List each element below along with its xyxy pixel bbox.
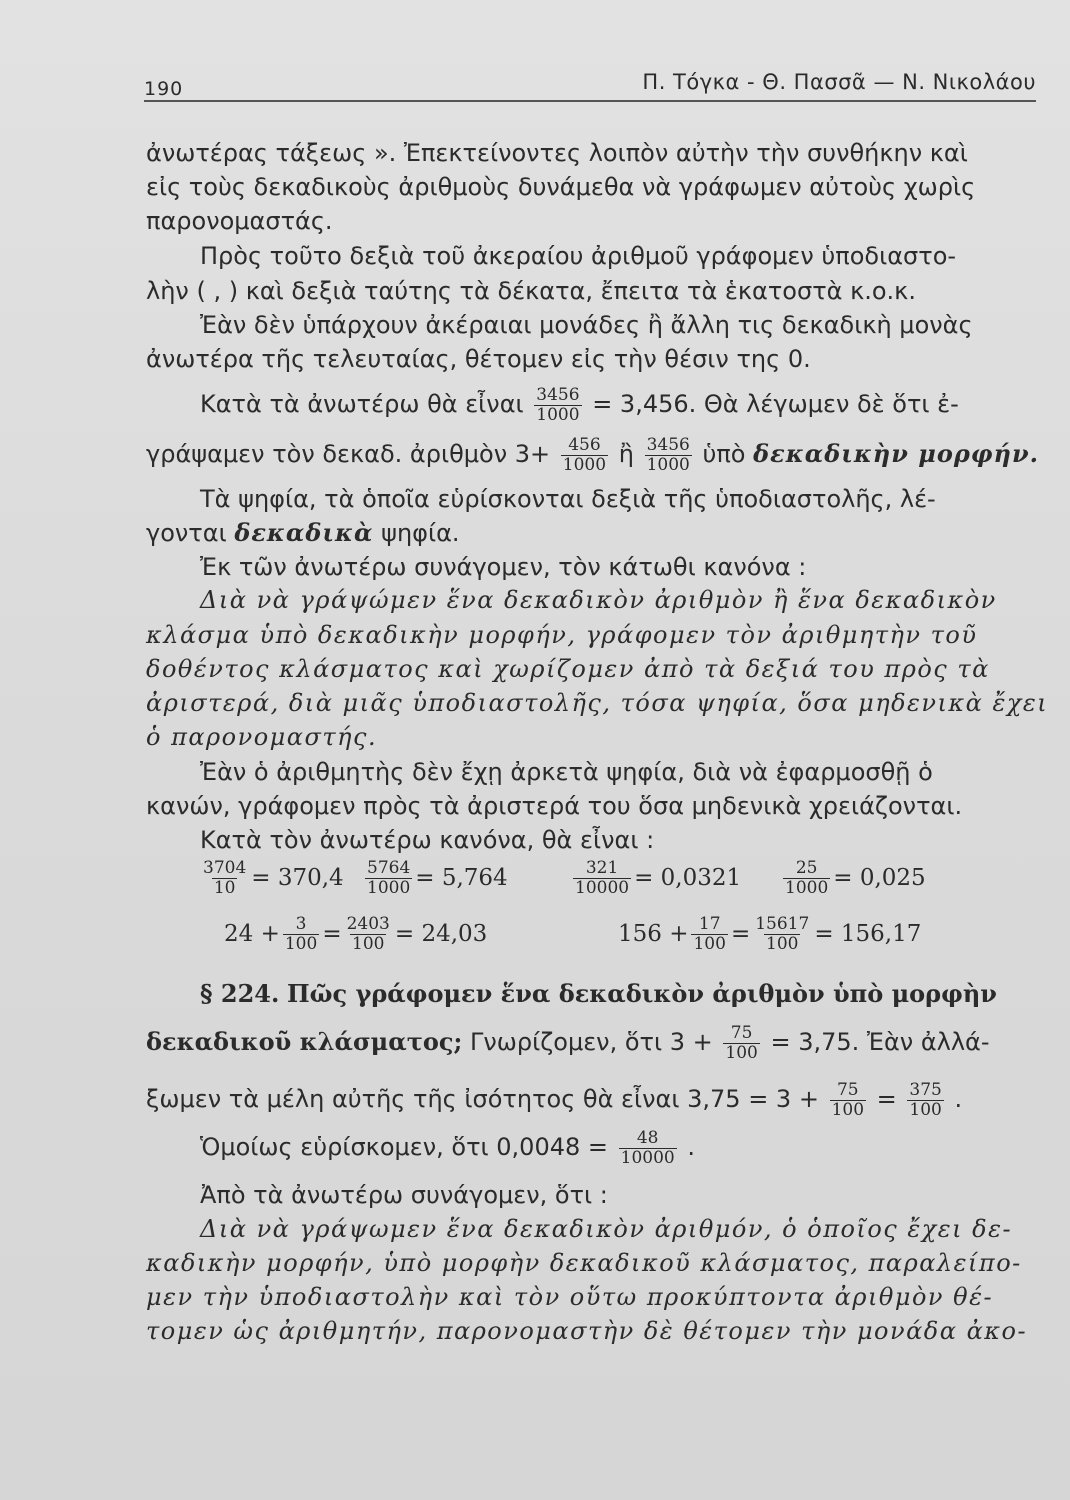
- running-head: Π. Τόγκα - Θ. Πασσᾶ — Ν. Νικολάου: [642, 70, 1036, 94]
- text-line: Πρὸς τοῦτο δεξιὰ τοῦ ἀκεραίου ἀριθμοῦ γράφομεν ὑποδιαστο-: [200, 242, 957, 270]
- fraction: [830, 1081, 866, 1120]
- numerator: 3456: [536, 384, 580, 405]
- result: = 156,17: [814, 921, 922, 947]
- text-line: Κατὰ τὸν ἀνωτέρω κανόνα, θὰ εἶναι :: [200, 826, 655, 854]
- denominator: 100: [284, 933, 318, 954]
- fraction: [907, 1081, 943, 1120]
- period: .: [954, 1085, 963, 1113]
- denominator: 1000: [785, 877, 829, 898]
- text-run: Κατὰ τὰ ἀνωτέρω θὰ εἶναι: [200, 390, 524, 418]
- denominator: 100: [693, 933, 726, 954]
- fraction: [645, 436, 692, 475]
- rule-line: δοθέντος κλάσματος καὶ χωρίζομεν ἀπὸ τὰ δεξιά του πρὸς τὰ: [146, 655, 990, 683]
- text-line: παρονομαστάς.: [146, 207, 333, 235]
- denominator: 10000: [575, 877, 630, 898]
- section-title: Πῶς γράφομεν ἕνα δεκαδικὸν ἀριθμὸν ὑπὸ μορφὴν: [287, 979, 997, 1008]
- text-run: γράψαμεν τὸν δεκαδ. ἀριθμὸν 3+: [146, 440, 551, 468]
- fraction: [783, 859, 830, 898]
- numerator: 3456: [646, 434, 690, 455]
- text-line: ἀνωτέρα τῆς τελευταίας, θέτομεν εἰς τὴν θέσιν της 0.: [146, 345, 811, 373]
- text-run: 24 +: [224, 921, 280, 947]
- rule-line: ὁ παρονομαστής.: [146, 723, 378, 751]
- denominator: 100: [831, 1099, 865, 1120]
- numerator: 75: [836, 1079, 859, 1100]
- numerator: 15617: [755, 913, 810, 934]
- numerator: 25: [795, 857, 818, 878]
- text-run: Ὁμοίως εὑρίσκομεν, ὅτι 0,0048 =: [200, 1133, 608, 1161]
- text-line: Ἐὰν ὁ ἀριθμητὴς δὲν ἔχῃ ἀρκετὰ ψηφία, διὰ νὰ ἐφαρμοσθῇ ὁ: [200, 758, 933, 786]
- denominator: 1000: [367, 877, 411, 898]
- text-run: γονται: [146, 519, 227, 547]
- numerator: 3: [295, 913, 307, 934]
- rule-line: Διὰ νὰ γράψωμεν ἕνα δεκαδικὸν ἀριθμόν, ὁ ὁποῖος ἔχει δε-: [200, 1215, 1013, 1243]
- text-line: Ἐὰν δὲν ὑπάρχουν ἀκέραιαι μονάδες ἢ ἄλλη τις δεκαδικὴ μονὰς: [200, 311, 973, 339]
- numerator: 5764: [367, 857, 411, 878]
- denominator: 100: [766, 933, 799, 954]
- text-line: εἰς τοὺς δεκαδικοὺς ἀριθμοὺς δυνάμεθα νὰ γράφωμεν αὐτοὺς χωρὶς: [146, 173, 976, 201]
- numerator: 3704: [203, 857, 247, 878]
- section-number: § 224.: [200, 979, 280, 1008]
- fraction: [753, 915, 811, 954]
- denominator: 1000: [646, 454, 690, 475]
- text-run: = 3,75. Ἐὰν ἀλλά-: [770, 1028, 990, 1056]
- numerator: 48: [636, 1127, 659, 1148]
- text-run: = 3,456. Θὰ λέγωμεν δὲ ὅτι ἐ-: [592, 390, 959, 418]
- fraction: [345, 915, 392, 954]
- denominator: 100: [909, 1099, 942, 1120]
- emphasis-text: δεκαδικὴν μορφήν.: [753, 439, 1039, 468]
- text-line: [146, 518, 1036, 548]
- fraction: [619, 1129, 677, 1168]
- numerator: 456: [568, 434, 601, 455]
- denominator: 1000: [536, 404, 580, 425]
- fraction: [573, 859, 631, 898]
- header-rule: [144, 100, 1036, 102]
- text-run: ψηφία.: [381, 519, 460, 547]
- text-line-with-fraction: [146, 432, 1039, 476]
- denominator: 1000: [562, 454, 607, 475]
- text-run: ξωμεν τὰ μέλη αὐτῆς τῆς ἰσότητος θὰ εἶναι 3,75 = 3 +: [146, 1085, 819, 1113]
- text-line: Ἐκ τῶν ἀνωτέρω συνάγομεν, τὸν κάτωθι κανόνα :: [200, 553, 807, 581]
- denominator: 100: [725, 1042, 758, 1063]
- result: = 0,025: [833, 865, 926, 891]
- numerator: 75: [730, 1022, 753, 1043]
- denominator: 100: [352, 933, 385, 954]
- example: [570, 853, 741, 903]
- text-line-with-fraction: [146, 1077, 1036, 1121]
- example: [780, 853, 926, 903]
- text-line-with-fraction: [200, 1125, 1036, 1169]
- numerator: 2403: [346, 913, 390, 934]
- result: = 370,4: [251, 865, 344, 891]
- text-run: ὑπὸ: [702, 440, 746, 468]
- text-line-with-fraction: [200, 382, 1036, 426]
- example: [198, 853, 344, 903]
- text-line: κανών, γράφομεν πρὸς τὰ ἀριστερά του ὅσα μηδενικὰ χρειάζονται.: [146, 792, 963, 820]
- rule-line: ἀριστερά, διὰ μιᾶς ὑποδιαστολῆς, τόσα ψηφία, ὅσα μηδενικὰ ἔχει: [146, 689, 1049, 717]
- text-line: ἀνωτέρας τάξεως ». Ἐπεκτείνοντες λοιπὸν αὐτὴν τὴν συνθήκην καὶ: [146, 139, 968, 167]
- rule-line: τομεν ὡς ἀριθμητήν, παρονομαστὴν δὲ θέτομεν τὴν μονάδα ἀκο-: [146, 1317, 1028, 1345]
- result: = 0,0321: [634, 865, 742, 891]
- fraction: [201, 859, 248, 898]
- text-run: ἢ: [618, 440, 634, 468]
- fraction: [561, 436, 608, 475]
- denominator: 10: [213, 877, 236, 898]
- fraction: [534, 386, 581, 425]
- page-header: [144, 70, 1036, 100]
- example: [362, 853, 508, 903]
- equals-sign: =: [322, 921, 342, 947]
- text-run: Γνωρίζομεν, ὅτι 3 +: [469, 1028, 713, 1056]
- section-title-cont: δεκαδικοῦ κλάσματος;: [146, 1027, 463, 1056]
- page-number: 190: [144, 78, 184, 100]
- numerator: 321: [585, 857, 619, 878]
- rule-line: μεν τὴν ὑποδιαστολὴν καὶ τὸν οὕτω προκύπτοντα ἀριθμὸν θέ-: [146, 1283, 994, 1311]
- example: [618, 909, 921, 959]
- emphasis-text: δεκαδικὰ: [234, 518, 374, 547]
- section-heading: [200, 979, 1036, 1009]
- fraction: [723, 1024, 759, 1063]
- text-line: λὴν ( , ) καὶ δεξιὰ ταύτης τὰ δέκατα, ἔπειτα τὰ ἑκατοστὰ κ.ο.κ.: [146, 277, 916, 305]
- result: = 24,03: [394, 921, 488, 947]
- text-line: Τὰ ψηφία, τὰ ὁποῖα εὑρίσκονται δεξιὰ τῆς ὑποδιαστολῆς, λέ-: [200, 485, 936, 513]
- result: = 5,764: [415, 865, 508, 891]
- equals-sign: =: [730, 921, 751, 947]
- text-line-with-fraction: [146, 1020, 1036, 1064]
- rule-line: καδικὴν μορφήν, ὑπὸ μορφὴν δεκαδικοῦ κλάσματος, παραλείπο-: [146, 1249, 1022, 1277]
- equals-sign: =: [876, 1085, 897, 1113]
- fraction: [691, 915, 727, 954]
- fraction: [365, 859, 412, 898]
- rule-line: Διὰ νὰ γράψώμεν ἕνα δεκαδικὸν ἀριθμὸν ἢ ἕνα δεκαδικὸν: [200, 586, 997, 614]
- numerator: 375: [909, 1079, 942, 1100]
- text-line: Ἀπὸ τὰ ἀνωτέρω συνάγομεν, ὅτι :: [200, 1181, 608, 1209]
- example: [224, 909, 487, 959]
- fraction: [283, 915, 319, 954]
- period: .: [687, 1133, 696, 1161]
- numerator: 17: [698, 913, 721, 934]
- denominator: 10000: [620, 1147, 675, 1168]
- text-run: 156 +: [618, 921, 689, 947]
- example-row: [190, 909, 990, 959]
- rule-line: κλάσμα ὑπὸ δεκαδικὴν μορφήν, γράφομεν τὸν ἀριθμητὴν τοῦ: [146, 621, 978, 649]
- example-row: [190, 853, 990, 903]
